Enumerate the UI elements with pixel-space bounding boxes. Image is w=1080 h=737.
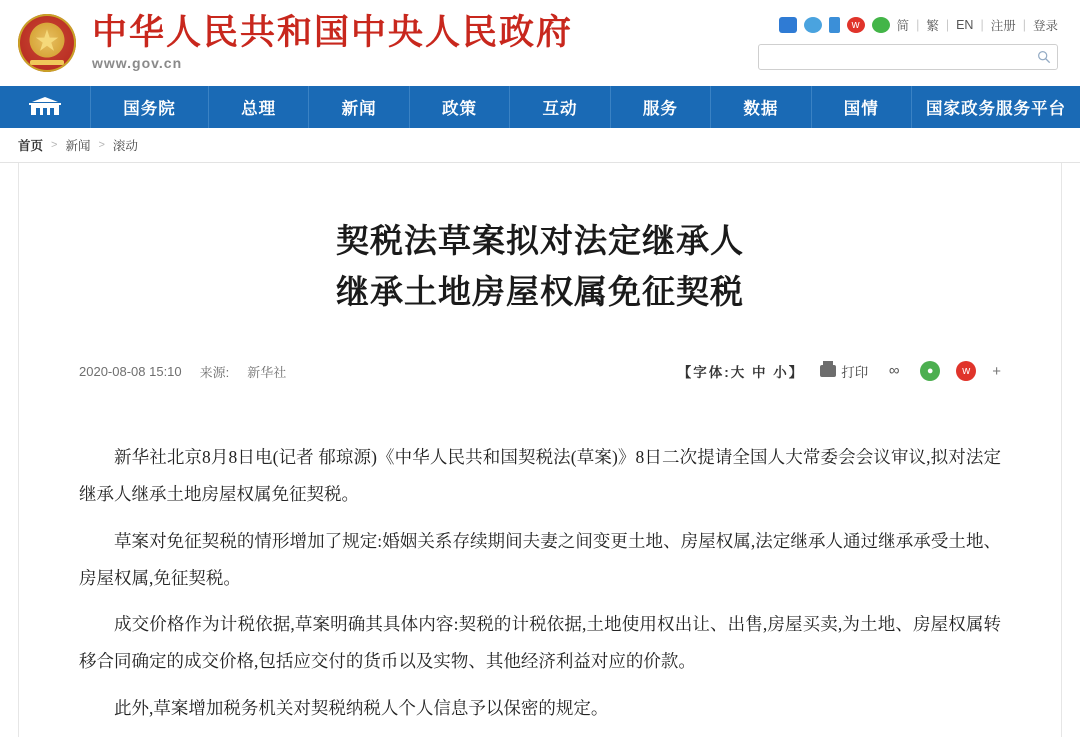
tiananmen-home-icon <box>28 96 62 118</box>
search-icon[interactable] <box>1037 50 1051 64</box>
nav-item-zhengwu-platform[interactable]: 国家政务服务平台 <box>926 100 1066 118</box>
divider: | <box>945 18 950 32</box>
article-paragraph: 草案对免征契税的情形增加了规定:婚姻关系存续期间夫妻之间变更土地、房屋权属,法定继承人通过继承承受土地、房屋权属,免征契税。 <box>79 530 1001 588</box>
print-button[interactable] <box>820 361 868 381</box>
article-source-value: 新华社 <box>247 364 287 380</box>
nav-item-xinwen[interactable]: 新闻 <box>309 86 409 128</box>
article-container <box>18 163 1062 737</box>
article-title-line1: 契税法草案拟对法定继承人 <box>336 224 744 260</box>
article-body <box>79 439 1001 726</box>
site-brand[interactable] <box>92 12 574 72</box>
mail-icon[interactable] <box>779 17 797 33</box>
lang-english-link[interactable]: EN <box>956 18 974 32</box>
breadcrumb <box>0 128 1080 163</box>
nav-item-guoqing[interactable]: 国情 <box>812 86 912 128</box>
divider: | <box>916 18 920 32</box>
wechat-share-icon[interactable]: ● <box>920 361 940 381</box>
divider: | <box>1022 18 1026 32</box>
font-size-control[interactable]: 【字体:大 中 小】 <box>677 365 805 381</box>
header-right <box>758 16 1062 70</box>
national-emblem-icon <box>18 14 76 72</box>
site-title: 中华人民共和国中央人民政府 <box>92 12 574 52</box>
nav-home-button[interactable] <box>0 86 91 128</box>
nav-item-hudong[interactable]: 互动 <box>510 86 610 128</box>
chevron-right-icon: > <box>51 139 58 151</box>
lang-traditional-link[interactable]: 繁 <box>926 19 939 33</box>
nav-item-zongli[interactable]: 总理 <box>209 86 309 128</box>
article-title-line2: 继承土地房屋权属免征契税 <box>336 275 744 312</box>
mobile-icon[interactable] <box>829 17 840 33</box>
article-paragraph: 此外,草案增加税务机关对契税纳税人个人信息予以保密的规定。 <box>114 697 609 718</box>
breadcrumb-item-rolling[interactable]: 滚动 <box>112 139 138 153</box>
nav-item-shuju[interactable]: 数据 <box>711 86 811 128</box>
more-share-button[interactable]: + <box>992 362 1001 380</box>
chevron-right-icon: > <box>98 139 105 151</box>
breadcrumb-item-home[interactable]: 首页 <box>18 139 44 153</box>
header-links <box>779 16 1058 34</box>
printer-icon <box>820 365 836 377</box>
lang-simplified-link[interactable]: 简 <box>896 19 910 33</box>
main-nav <box>0 86 1080 128</box>
article-source-label: 来源: <box>199 364 230 380</box>
wechat-icon[interactable] <box>872 17 890 33</box>
breadcrumb-item-news[interactable]: 新闻 <box>65 139 91 153</box>
nav-item-fuwu[interactable]: 服务 <box>611 86 711 128</box>
login-link[interactable]: 登录 <box>1032 19 1058 33</box>
article-paragraph: 成交价格作为计税依据,草案明确其具体内容:契税的计税依据,土地使用权出让、出售,房屋买卖,为土地、房屋权属转移合同确定的成交价格,包括应交付的货币以及实物、其他经济利益对应的价款。 <box>79 614 1001 672</box>
site-domain: www.gov.cn <box>92 55 183 72</box>
share-icon[interactable]: ∞ <box>888 362 900 380</box>
site-header <box>0 0 1080 86</box>
article-meta-left <box>79 362 286 381</box>
nav-item-guowuyuan[interactable]: 国务院 <box>91 86 209 128</box>
search-box[interactable] <box>758 44 1058 70</box>
article-datetime: 2020-08-08 15:10 <box>79 363 182 379</box>
print-label: 打印 <box>841 365 869 381</box>
article-meta <box>79 361 1001 387</box>
page-title <box>79 163 1001 319</box>
nav-item-zhengce[interactable]: 政策 <box>410 86 510 128</box>
article-meta-tools <box>678 361 1001 381</box>
register-link[interactable]: 注册 <box>990 19 1016 33</box>
message-icon[interactable] <box>804 17 822 33</box>
article-paragraph: 新华社北京8月8日电(记者 郁琼源)《中华人民共和国契税法(草案)》8日二次提请全国人大常委会会议审议,拟对法定继承人继承土地房屋权属免征契税。 <box>79 447 1001 505</box>
search-input[interactable] <box>765 49 1037 65</box>
weibo-icon[interactable]: w <box>847 17 865 33</box>
divider: | <box>980 18 984 32</box>
weibo-share-icon[interactable]: w <box>956 361 976 381</box>
